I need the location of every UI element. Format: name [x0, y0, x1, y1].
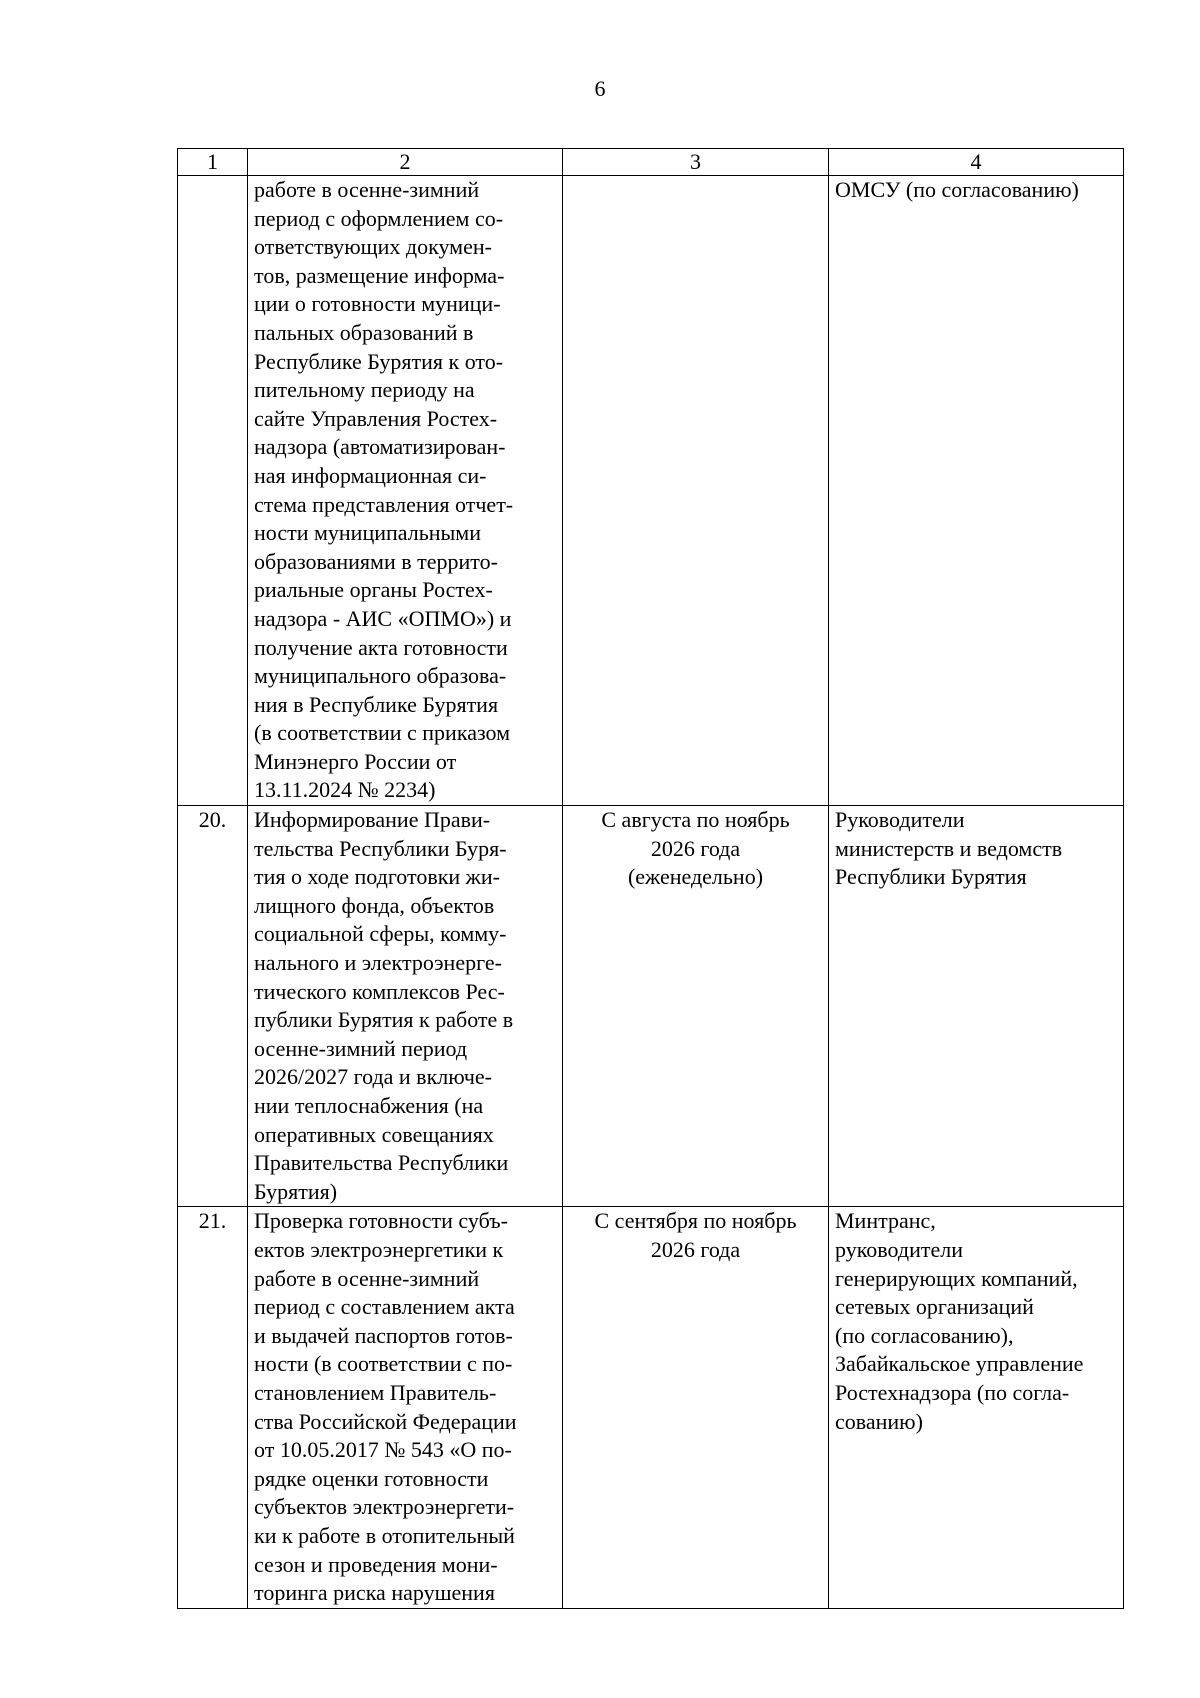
activity-term-line: 2026 года [650, 1236, 741, 1262]
activity-description-line: становлением Правитель- [254, 1379, 497, 1405]
activity-description-line: пительному периоду на [254, 377, 475, 403]
activity-description-line: период с составлением акта [254, 1294, 515, 1320]
activity-executor-line: министерств и ведомств [835, 835, 1063, 861]
table-row [178, 806, 1124, 1207]
table-header-row [178, 149, 1124, 176]
activity-description-line: образованиями в террито- [254, 548, 498, 574]
activities-table [177, 148, 1124, 1609]
table-body [178, 176, 1124, 1609]
activity-description-line: Правительства Республики [254, 1150, 509, 1176]
activity-executor-line: Минтранс, [835, 1208, 936, 1234]
activity-description-line: получение акта готовности [254, 634, 508, 660]
row-number: 21. [178, 1207, 248, 1608]
activity-description-line: публики Бурятия к работе в [254, 1007, 514, 1033]
activity-description-line: тов, размещение информа- [254, 262, 505, 288]
activity-description-line: Информирование Прави- [254, 807, 491, 833]
activity-term [563, 1207, 829, 1608]
activity-description-line: нии теплоснабжения (на [254, 1093, 484, 1118]
activity-description-line: ния в Республике Бурятия [254, 691, 499, 717]
activity-description-line: надзора - АИС «ОПМО») и [254, 605, 512, 631]
activity-description-line: сезон и проведения мони- [254, 1551, 498, 1577]
activity-description-line: тического комплексов Рес- [254, 978, 505, 1004]
column-header-1: 1 [178, 149, 248, 176]
activity-executor-line: (по согласованию), [835, 1322, 1014, 1348]
activity-description-line: стема представления отчет- [254, 491, 514, 517]
activity-executor-line: сованию) [835, 1408, 923, 1434]
activity-executor-line: Ростехнадзора (по согла- [835, 1379, 1070, 1405]
activity-description-line: тельства Республики Буря- [254, 835, 507, 861]
activity-description-line: ности муниципальными [254, 520, 481, 546]
activity-description-line: нального и электроэнерге- [254, 950, 502, 976]
column-header-3: 3 [563, 149, 829, 176]
activity-description-line: лищного фонда, объектов [254, 892, 495, 918]
activity-description-line: сайте Управления Ростех- [254, 405, 498, 431]
activity-description-line: период с оформлением со- [254, 205, 504, 231]
activity-description-line: Проверка готовности субъ- [254, 1208, 508, 1234]
activity-description-line: торинга риска нарушения [254, 1580, 495, 1606]
row-number [178, 176, 248, 806]
activity-executor-line: Руководители [835, 807, 965, 833]
activity-description-line: 13.11.2024 № 2234) [254, 777, 436, 803]
activity-description [248, 1207, 563, 1608]
activity-term [563, 806, 829, 1207]
activity-description-line: осенне-зимний период [254, 1035, 468, 1061]
activity-executor-line: Республики Бурятия [835, 864, 1027, 890]
column-header-2: 2 [248, 149, 563, 176]
activity-executor-line: сетевых организаций [835, 1294, 1034, 1320]
activity-description-line: Минэнерго России от [254, 748, 457, 774]
activity-executor-line: генерирующих компаний, [835, 1265, 1078, 1291]
activity-description-line: муниципального образова- [254, 663, 507, 689]
activity-description-line: ная информационная си- [254, 462, 487, 488]
activity-description-line: ности (в соответствии с по- [254, 1351, 513, 1377]
activity-description-line: рядке оценки готовности [254, 1465, 489, 1491]
activity-executor-line: Забайкальское управление [835, 1351, 1084, 1377]
activity-term-line: С сентября по ноябрь [594, 1208, 797, 1234]
activity-description [248, 806, 563, 1207]
activity-description-line: и выдачей паспортов готов- [254, 1322, 513, 1348]
table-row [178, 176, 1124, 806]
activity-term-line: С августа по ноябрь [601, 807, 790, 833]
activity-executor-line: руководители [835, 1236, 963, 1262]
activity-description-line: работе в осенне-зимний [254, 1265, 480, 1291]
activity-description-line: оперативных совещаниях [254, 1121, 494, 1147]
activity-executor [829, 1207, 1124, 1608]
page-number: 6 [594, 76, 606, 101]
activity-description-line: 2026/2027 года и включе- [254, 1064, 492, 1090]
activity-description-line: Бурятия) [254, 1178, 338, 1204]
activity-description-line: субъектов электроэнергети- [254, 1494, 515, 1520]
activity-description-line: ции о готовности муници- [254, 291, 501, 317]
activity-description-line: от 10.05.2017 № 543 «О по- [254, 1437, 512, 1463]
activity-description-line: (в соответствии с приказом [254, 720, 511, 746]
activity-executor [829, 176, 1124, 806]
activity-term-line: 2026 года [650, 835, 741, 861]
activity-description-line: пальных образований в [254, 319, 474, 345]
activity-description-line: риальные органы Ростех- [254, 577, 493, 603]
activity-executor [829, 806, 1124, 1207]
activity-description-line: работе в осенне-зимний [254, 177, 480, 202]
activity-description-line: ства Российской Федерации [254, 1408, 517, 1434]
activity-description-line: тия о ходе подготовки жи- [254, 864, 500, 890]
activity-description-line: Республике Бурятия к ото- [254, 348, 504, 374]
activity-description [248, 176, 563, 806]
activity-description-line: социальной сферы, комму- [254, 921, 507, 947]
activity-description-line: ектов электроэнергетики к [254, 1236, 504, 1262]
activity-description-line: ответствующих докумен- [254, 234, 492, 260]
table-row [178, 1207, 1124, 1608]
activity-executor-line: ОМСУ (по согласованию) [835, 177, 1079, 202]
activity-term [563, 176, 829, 806]
activity-term-line: (еженедельно) [627, 864, 764, 890]
column-header-4: 4 [829, 149, 1124, 176]
activity-description-line: ки к работе в отопительный [254, 1522, 515, 1548]
activity-description-line: надзора (автоматизирован- [254, 434, 506, 460]
row-number: 20. [178, 806, 248, 1207]
